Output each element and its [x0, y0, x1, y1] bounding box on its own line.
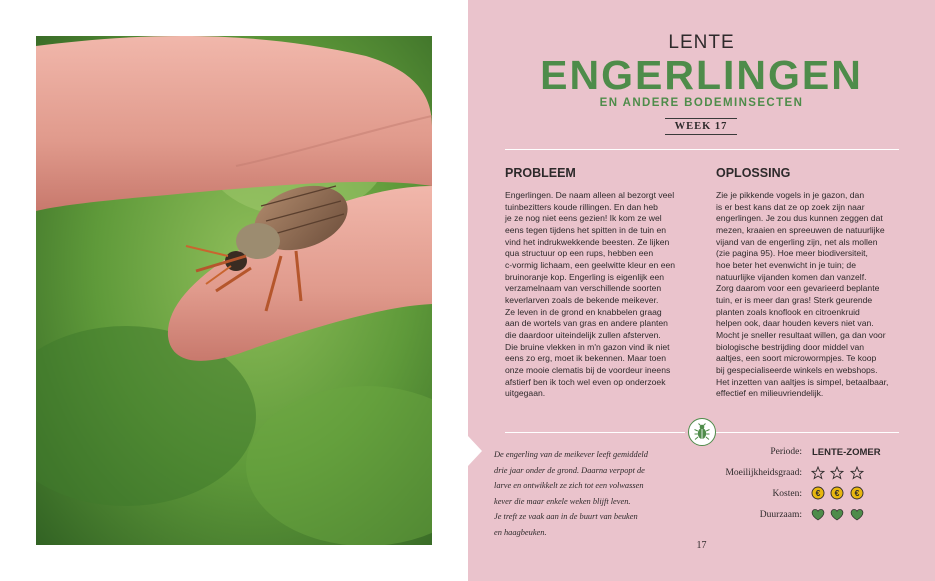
oplossing-heading: OPLOSSING — [716, 166, 791, 180]
caption-line: Je treft ze vaak aan in de buurt van beuken — [494, 512, 638, 522]
probleem-line: aan de wortels van gras en andere planten — [505, 318, 668, 329]
week-label: WEEK 17 — [665, 118, 737, 135]
oplossing-line: biologische bestrijding door middel van — [716, 341, 865, 352]
probleem-line: je ze nog niet eens gezien! Ik kom ze wel — [505, 213, 662, 224]
periode-value: LENTE-ZOMER — [812, 447, 881, 458]
probleem-line: eens zo erg, moet ik bekennen. Maar toen — [505, 353, 666, 364]
caption-line: De engerling van de meikever leeft gemiddeld — [494, 450, 648, 459]
caption-line: en haagbeuken. — [494, 527, 547, 537]
probleem-heading: PROBLEEM — [505, 166, 576, 180]
oplossing-line: Het inzetten van aaltjes is simpel, betaalbaar, — [716, 376, 889, 387]
probleem-line: die daardoor uiteindelijk zullen afsterven. — [505, 329, 661, 340]
svg-text:€: € — [815, 488, 821, 498]
page-title: ENGERLINGEN — [540, 52, 863, 98]
probleem-line: keverlarven zoals de bekende meikever. — [505, 294, 659, 305]
page-number: 17 — [696, 540, 707, 551]
probleem-text — [505, 190, 710, 400]
svg-text:€: € — [854, 488, 860, 498]
divider-bottom-left — [505, 432, 685, 433]
euro-coin-icon — [850, 486, 864, 500]
periode-label: Periode: — [770, 447, 802, 457]
heart-icon — [850, 508, 864, 521]
probleem-line: bruinoranje kop. Engerling is eigenlijk een — [505, 271, 665, 282]
heart-icon — [830, 508, 844, 521]
caption-line: drie jaar onder de grond. Daarna verpopt de — [494, 465, 645, 475]
probleem-line: vind het indrukwekkende beesten. Ze lijken — [505, 236, 670, 247]
cost-rating — [811, 486, 865, 505]
star-icon — [830, 466, 844, 480]
right-page — [468, 0, 935, 581]
duurzaam-label: Duurzaam: — [759, 510, 802, 520]
oplossing-line: (zie pagina 95). Hoe meer biodiversiteit, — [716, 248, 868, 259]
photo-caption — [494, 447, 674, 541]
probleem-line: verzamelnaam van verschillende soorten — [505, 283, 662, 294]
oplossing-line: Mocht je sneller resultaat willen, ga dan voor — [716, 329, 886, 340]
kosten-label: Kosten: — [772, 489, 802, 499]
difficulty-rating — [811, 466, 865, 485]
oplossing-line: bij gespecialiseerde winkels en webshops. — [716, 364, 878, 375]
oplossing-line: mezen, kraaien en spreeuwen de natuurlijke — [716, 224, 885, 235]
oplossing-line: natuurlijke vijanden komen dan vanzelf. — [716, 271, 867, 282]
caption-line: kever die maar enkele weken blijft leven. — [494, 496, 631, 506]
star-icon — [850, 466, 864, 480]
oplossing-text — [716, 190, 926, 400]
bug-icon — [692, 422, 712, 442]
euro-coin-icon — [811, 486, 825, 500]
probleem-line: qua structuur op een rups, hebben een — [505, 248, 654, 259]
bug-badge — [688, 418, 716, 446]
oplossing-line: planten zoals knoflook en citroenkruid — [716, 306, 860, 317]
oplossing-line: helpen ook, daar houden kevers niet van. — [716, 318, 874, 329]
oplossing-line: hoe beter het evenwicht in je tuin; de — [716, 259, 856, 270]
oplossing-line: is er best kans dat ze op zoek zijn naar — [716, 201, 865, 212]
season-label: LENTE — [668, 32, 735, 53]
star-icon — [811, 466, 825, 480]
probleem-line: onze mooie clematis bij de voordeur ineens — [505, 364, 671, 375]
probleem-line: afstierf ben ik toch wel even op onderzoek — [505, 376, 666, 387]
probleem-line: Die bruine vlekken in m'n gazon vind ik niet — [505, 341, 670, 352]
probleem-line: Ze leven in de grond en knabbelen graag — [505, 306, 662, 317]
probleem-line: c-vormig lichaam, een geelwitte kleur en een — [505, 259, 676, 270]
heart-icon — [811, 508, 825, 521]
euro-coin-icon — [830, 486, 844, 500]
oplossing-line: engerlingen. Je zou dus kunnen zeggen dat — [716, 213, 883, 224]
caption-line: larve en ontwikkelt ze zich tot een volwassen — [494, 481, 644, 491]
oplossing-line: tuin, er is meer dan gras! Sterk geurende — [716, 294, 873, 305]
probleem-line: eens tegen tijdens het spitten in de tuin en — [505, 224, 667, 235]
svg-text:€: € — [835, 488, 840, 498]
oplossing-line: Zorg daarom voor een gevarieerd beplante — [716, 283, 880, 294]
beetle-on-finger-photo — [36, 36, 432, 545]
divider-bottom-right — [716, 432, 899, 433]
sustainability-rating — [811, 508, 865, 526]
page-subtitle: EN ANDERE BODEMINSECTEN — [599, 97, 804, 109]
oplossing-line: effectief en milieuvriendelijk. — [716, 388, 824, 399]
probleem-line: tuinbezitters koude rillingen. En dan heb — [505, 201, 658, 212]
oplossing-line: Zie je pikkende vogels in je gazon, dan — [716, 190, 865, 200]
caption-notch — [468, 436, 482, 466]
oplossing-line: vijand van de engerling zijn, net als mollen — [716, 236, 878, 247]
oplossing-line: aaltjes, een soort microwormpjes. Te koop — [716, 353, 877, 364]
probleem-line: Engerlingen. De naam alleen al bezorgt veel — [505, 190, 675, 200]
probleem-line: uitgegaan. — [505, 388, 546, 399]
moeilijkheid-label: Moeilijkheidsgraad: — [725, 468, 802, 478]
divider-top — [505, 149, 899, 150]
